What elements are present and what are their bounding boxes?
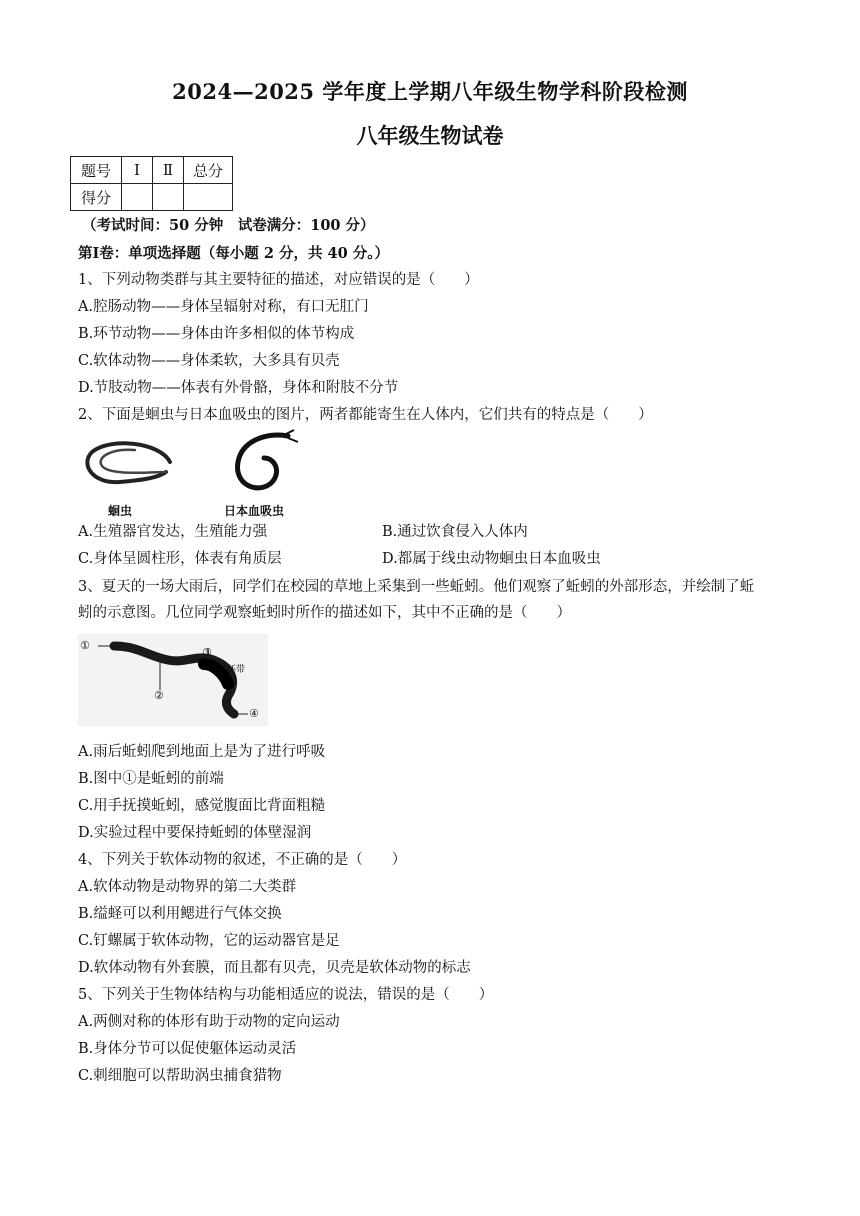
question-5-option-c: C.刺细胞可以帮助涡虫捕食猎物 [78,1068,282,1084]
question-1-option-c: C.软体动物——身体柔软，大多具有贝壳 [78,353,340,369]
question-5-option-a: A.两侧对称的体形有助于动物的定向运动 [78,1014,340,1030]
schistosome-label: 日本血吸虫 [224,504,285,518]
question-4-stem: 4、下列关于软体动物的叙述，不正确的是（ ） [78,852,407,868]
ring-band-label: 环带 [227,665,246,675]
exam-title: 2024—2025 学年度上学期八年级生物学科阶段检测 [172,79,688,104]
score-cell: 总分 [184,157,233,184]
schistosome-figure [228,428,302,500]
score-table-row [71,157,233,184]
question-1-option-b: B.环节动物——身体由许多相似的体节构成 [78,326,355,342]
question-3-option-d: D.实验过程中要保持蚯蚓的体壁湿润 [78,825,312,841]
question-1-option-a: A.腔肠动物——身体呈辐射对称，有口无肛门 [78,299,369,315]
question-2-option-c: C.身体呈圆柱形，体表有角质层 [78,551,282,567]
score-cell: 得分 [71,184,122,211]
score-entry-cell[interactable] [184,184,233,211]
score-cell: Ⅰ [122,157,153,184]
question-3-option-c: C.用手抚摸蚯蚓，感觉腹面比背面粗糙 [78,798,326,814]
exam-info: （考试时间：50 分钟 试卷满分：100 分） [82,217,375,234]
score-entry-cell[interactable] [153,184,184,211]
question-2-option-d: D.都属于线虫动物蛔虫日本血吸虫 [382,551,601,567]
score-entry-cell[interactable] [122,184,153,211]
question-3-stem-line1: 3、夏天的一场大雨后，同学们在校园的草地上采集到一些蚯蚓。他们观察了蚯蚓的外部形态，并绘制了蚯 [78,579,755,595]
question-4-option-a: A.软体动物是动物界的第二大类群 [78,879,297,895]
question-2-option-a: A.生殖器官发达，生殖能力强 [78,524,268,540]
section-title: 第Ⅰ卷：单项选择题（每小题 2 分，共 40 分。） [78,245,389,262]
question-3-option-b: B.图中①是蚯蚓的前端 [78,771,224,787]
question-4-option-c: C.钉螺属于软体动物，它的运动器官是足 [78,933,340,949]
figure-mark-4: ④ [249,707,259,720]
question-2-option-b: B.通过饮食侵入人体内 [382,524,528,540]
score-cell: Ⅱ [153,157,184,184]
question-5-option-b: B.身体分节可以促使躯体运动灵活 [78,1041,297,1057]
figure-mark-3: ③ [202,646,212,659]
score-table [70,156,233,211]
score-table-row [71,184,233,211]
figure-mark-1: ① [80,639,90,652]
score-cell: 题号 [71,157,122,184]
question-4-option-d: D.软体动物有外套膜，而且都有贝壳，贝壳是软体动物的标志 [78,960,471,976]
question-3-option-a: A.雨后蚯蚓爬到地面上是为了进行呼吸 [78,744,326,760]
roundworm-figure [80,432,180,498]
question-1-stem: 1、下列动物类群与其主要特征的描述，对应错误的是（ ） [78,272,479,288]
roundworm-label: 蛔虫 [108,504,133,518]
question-4-option-b: B.缢蛏可以利用鳃进行气体交换 [78,906,282,922]
exam-subtitle: 八年级生物试卷 [356,123,504,148]
question-1-option-d: D.节肢动物——体表有外骨骼，身体和附肢不分节 [78,380,399,396]
figure-mark-2: ② [154,689,164,702]
question-5-stem: 5、下列关于生物体结构与功能相适应的说法，错误的是（ ） [78,987,494,1003]
question-2-stem: 2、下面是蛔虫与日本血吸虫的图片，两者都能寄生在人体内，它们共有的特点是（ ） [78,407,653,423]
question-3-stem-line2: 蚓的示意图。几位同学观察蚯蚓时所作的描述如下，其中不正确的是（ ） [78,605,571,621]
earthworm-figure [78,634,268,726]
